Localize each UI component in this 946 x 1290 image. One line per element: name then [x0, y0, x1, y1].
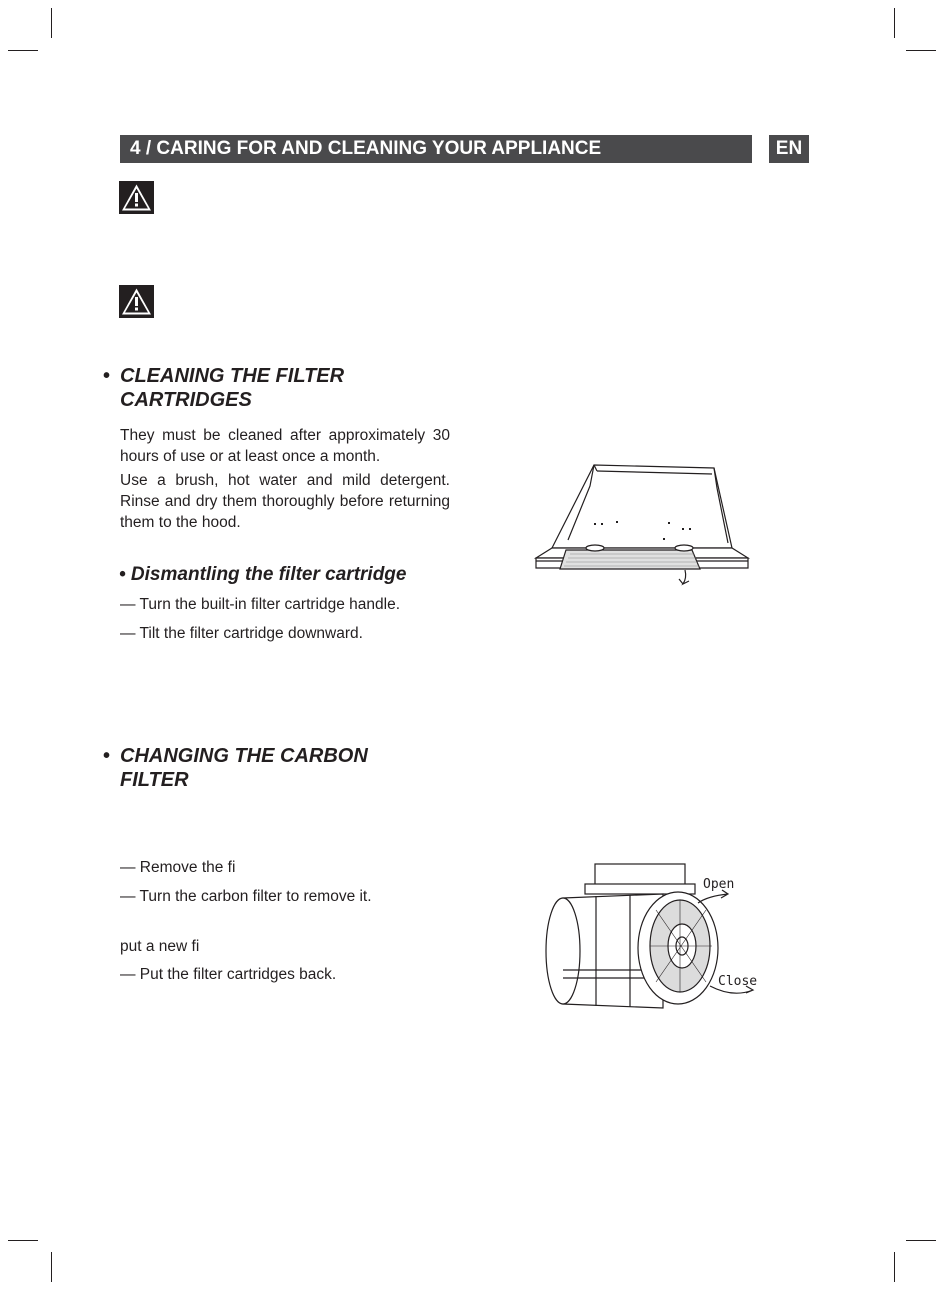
- dismantle-step: — Tilt the filter cartridge downward.: [120, 625, 363, 642]
- hood-filter-illustration: [532, 458, 772, 603]
- section-title: 4 / CARING FOR AND CLEANING YOUR APPLIANCE: [120, 135, 752, 163]
- warning-triangle-icon: [119, 181, 154, 214]
- cleaning-method-text: Use a brush, hot water and mild detergent. Rinse and dry them thoroughly before returning them to the hood.: [120, 472, 450, 531]
- crop-mark: [894, 1252, 895, 1282]
- crop-mark: [51, 8, 52, 38]
- carbon-step: — Remove the fi: [120, 859, 236, 876]
- heading-line: CARTRIDGES: [120, 389, 252, 411]
- crop-mark: [8, 1240, 38, 1241]
- close-label: Close: [718, 974, 758, 989]
- crop-mark: [906, 1240, 936, 1241]
- crop-mark: [894, 8, 895, 38]
- heading-line: CHANGING THE CARBON: [120, 745, 368, 767]
- crop-mark: [8, 50, 38, 51]
- warning-triangle-icon: [119, 285, 154, 318]
- carbon-step: — Turn the carbon filter to remove it.: [120, 888, 372, 905]
- dismantle-step: — Turn the built-in filter cartridge handle.: [120, 596, 400, 613]
- dismantle-heading: • Dismantling the filter cartridge: [119, 564, 407, 585]
- open-label: Open: [703, 877, 735, 892]
- heading-line: FILTER: [120, 769, 189, 791]
- filter-cartridges-heading: [103, 364, 344, 412]
- carbon-step: put a new fi: [120, 938, 200, 955]
- crop-mark: [906, 50, 936, 51]
- cleaning-frequency-text: They must be cleaned after approximately 30 hours of use or at least once a month.: [120, 427, 450, 465]
- carbon-filter-illustration: [538, 858, 768, 1018]
- language-badge: EN: [769, 135, 809, 163]
- bullet: •: [103, 745, 111, 767]
- crop-mark: [51, 1252, 52, 1282]
- bullet: •: [103, 365, 111, 387]
- heading-line: CLEANING THE FILTER: [120, 365, 345, 387]
- carbon-step: — Put the filter cartridges back.: [120, 966, 337, 983]
- carbon-filter-heading: [103, 744, 368, 792]
